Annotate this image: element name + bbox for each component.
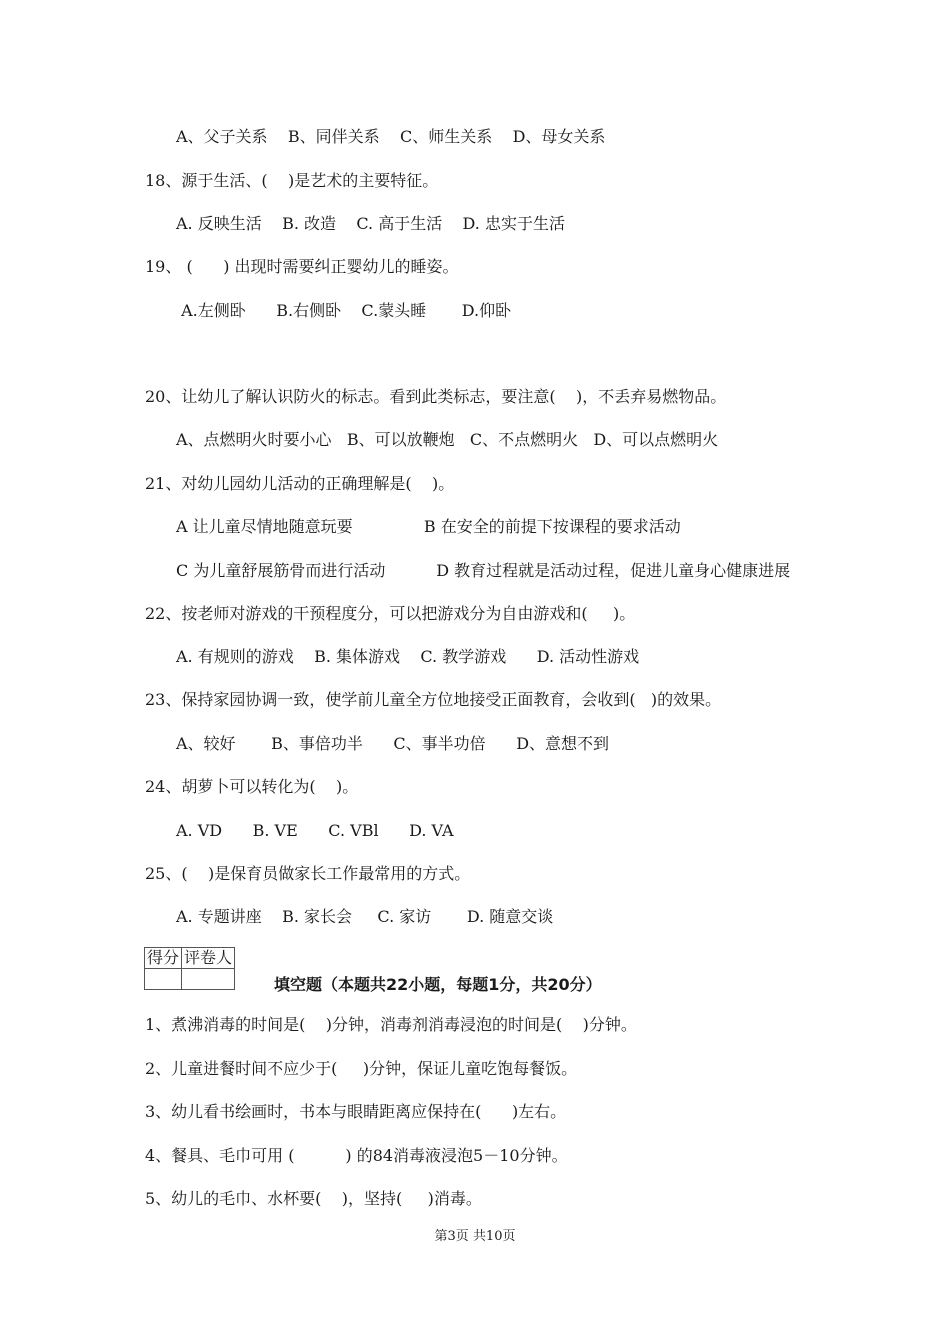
q25-options: A. 专题讲座 B. 家长会 C. 家访 D. 随意交谈 — [176, 907, 554, 926]
q24-options: A. VD B. VE C. VBl D. VA — [176, 821, 454, 840]
page-footer: 第3页 共10页 — [434, 1229, 516, 1244]
q19-question: 19、 ( ) 出现时需要纠正婴幼儿的睡姿。 — [145, 257, 459, 276]
grader-header: 评卷人 — [182, 948, 235, 969]
q18-options: A. 反映生活 B. 改造 C. 高于生活 D. 忠实于生活 — [176, 214, 565, 233]
q21-options-ab: A 让儿童尽情地随意玩要 B 在安全的前提下按课程的要求活动 — [176, 517, 681, 536]
q18-question: 18、源于生活、( )是艺术的主要特征。 — [145, 171, 439, 190]
section-title: 填空题（本题共22小题，每题1分，共20分） — [274, 975, 602, 994]
q21-options-cd: C 为儿童舒展筋骨而进行活动 D 教育过程就是活动过程，促进儿童身心健康进展 — [176, 561, 791, 580]
fill-q1: 1、煮沸消毒的时间是( )分钟，消毒剂消毒浸泡的时间是( )分钟。 — [145, 1015, 637, 1034]
q22-question: 22、按老师对游戏的干预程度分，可以把游戏分为自由游戏和( )。 — [145, 604, 636, 623]
q25-question: 25、( )是保育员做家长工作最常用的方式。 — [145, 864, 471, 883]
score-cell — [145, 969, 182, 990]
q23-options: A、较好 B、事倍功半 C、事半功倍 D、意想不到 — [176, 734, 610, 753]
fill-q2: 2、儿童进餐时间不应少于( )分钟，保证儿童吃饱每餐饭。 — [145, 1059, 578, 1078]
q23-question: 23、保持家园协调一致，使学前儿童全方位地接受正面教育，会收到( )的效果。 — [145, 690, 722, 709]
fill-q5: 5、幼儿的毛巾、水杯要( )，坚持( )消毒。 — [145, 1189, 482, 1208]
q21-question: 21、对幼儿园幼儿活动的正确理解是( )。 — [145, 474, 455, 493]
score-header: 得分 — [145, 948, 182, 969]
q24-question: 24、胡萝卜可以转化为( )。 — [145, 777, 359, 796]
q20-question: 20、让幼儿了解认识防火的标志。看到此类标志，要注意( )，不丢弃易燃物品。 — [145, 387, 727, 406]
q17-options: A、父子关系 B、同伴关系 C、师生关系 D、母女关系 — [176, 127, 606, 146]
q20-options: A、点燃明火时要小心 B、可以放鞭炮 C、不点燃明火 D、可以点燃明火 — [176, 430, 719, 449]
score-table — [144, 947, 235, 990]
fill-q3: 3、幼儿看书绘画时，书本与眼睛距离应保持在( )左右。 — [145, 1102, 567, 1121]
grader-cell — [182, 969, 235, 990]
q22-options: A. 有规则的游戏 B. 集体游戏 C. 教学游戏 D. 活动性游戏 — [176, 647, 640, 666]
fill-q4: 4、餐具、毛巾可用 ( ) 的84消毒液浸泡5－10分钟。 — [145, 1146, 568, 1165]
q19-options: A.左侧卧 B.右侧卧 C.蒙头睡 D.仰卧 — [176, 301, 512, 320]
